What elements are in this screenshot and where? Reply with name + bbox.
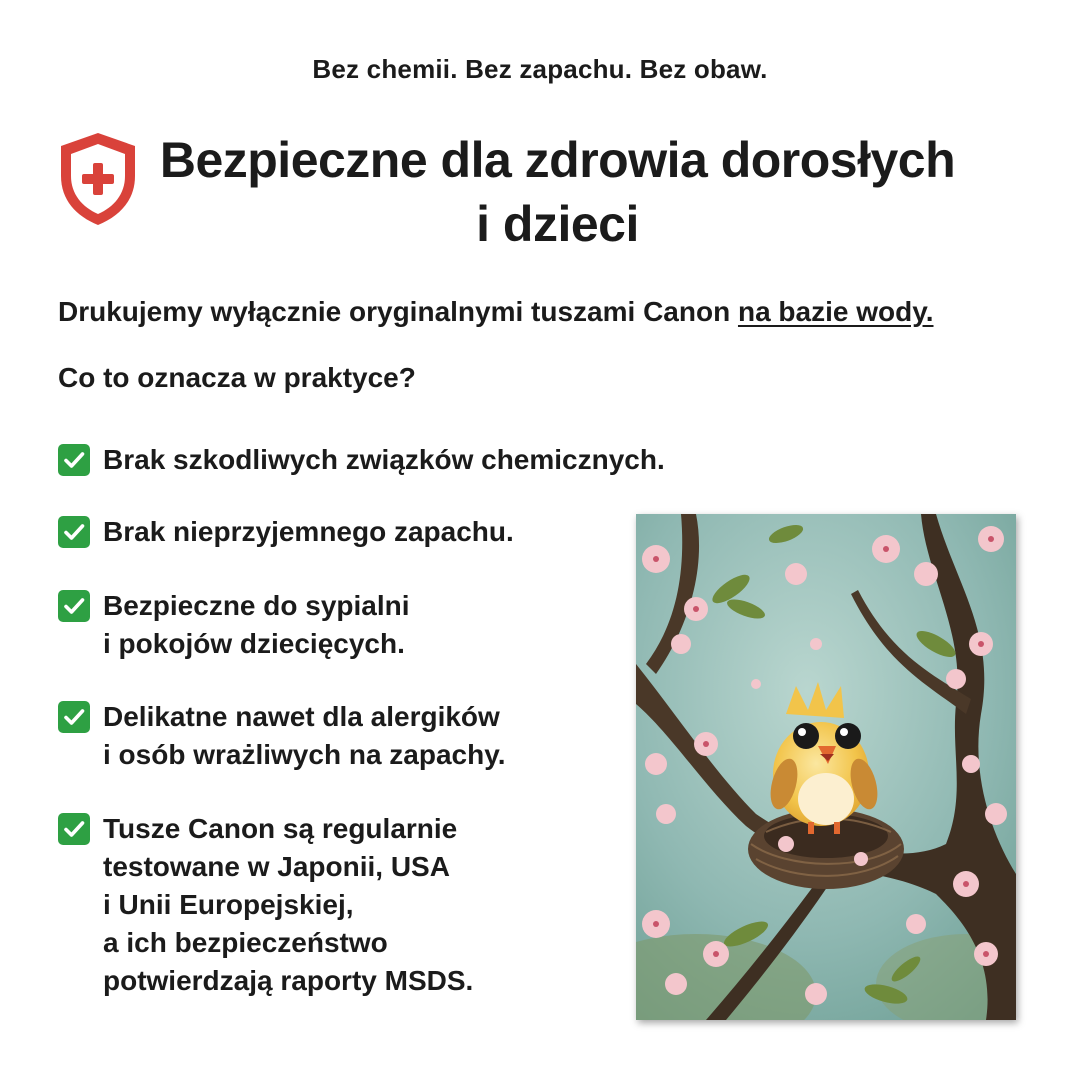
intro-text-underlined: na bazie wody. xyxy=(737,296,934,327)
list-item xyxy=(58,441,665,479)
list-item-text xyxy=(103,441,665,479)
list-item-text xyxy=(103,698,506,774)
list-item-line: Delikatne nawet dla alergików xyxy=(103,701,500,732)
check-box-icon xyxy=(58,813,90,845)
list-item-line: i osób wrażliwych na zapachy. xyxy=(103,739,506,770)
list-item xyxy=(58,698,506,774)
list-item-text xyxy=(103,587,410,663)
bird-painting xyxy=(636,514,1016,1020)
check-box-icon xyxy=(58,590,90,622)
check-box-icon xyxy=(58,701,90,733)
list-item-line: i pokojów dziecięcych. xyxy=(103,628,405,659)
list-item-line: potwierdzają raporty MSDS. xyxy=(103,965,474,996)
question: Co to oznacza w praktyce? xyxy=(58,362,416,393)
list-item-line: Tusze Canon są regularnie xyxy=(103,813,458,844)
list-item-text xyxy=(103,810,473,1000)
list-item-line: i Unii Europejskiej, xyxy=(103,889,354,920)
list-item-line: testowane w Japonii, USA xyxy=(103,851,450,882)
check-box-icon xyxy=(58,516,90,548)
intro-text xyxy=(58,296,934,328)
list-item xyxy=(58,587,410,663)
headline-line-2: i dzieci xyxy=(476,196,639,252)
headline xyxy=(150,128,965,256)
list-item-line: Brak nieprzyjemnego zapachu. xyxy=(103,516,514,547)
check-box-icon xyxy=(58,444,90,476)
list-item-line: Bezpieczne do sypialni xyxy=(103,590,410,621)
shield-plus-icon xyxy=(58,130,138,228)
list-item-line: a ich bezpieczeństwo xyxy=(103,927,388,958)
list-item xyxy=(58,513,514,551)
intro-text-main: Drukujemy wyłącznie oryginalnymi tuszami Canon xyxy=(58,296,738,327)
list-item xyxy=(58,810,473,1000)
tagline: Bez chemii. Bez zapachu. Bez obaw. xyxy=(312,54,768,84)
list-item-line: Brak szkodliwych związków chemicznych. xyxy=(103,444,665,475)
headline-line-1: Bezpieczne dla zdrowia dorosłych xyxy=(159,132,956,188)
list-item-text xyxy=(103,513,514,551)
bird-painting-illustration xyxy=(636,514,1016,1020)
